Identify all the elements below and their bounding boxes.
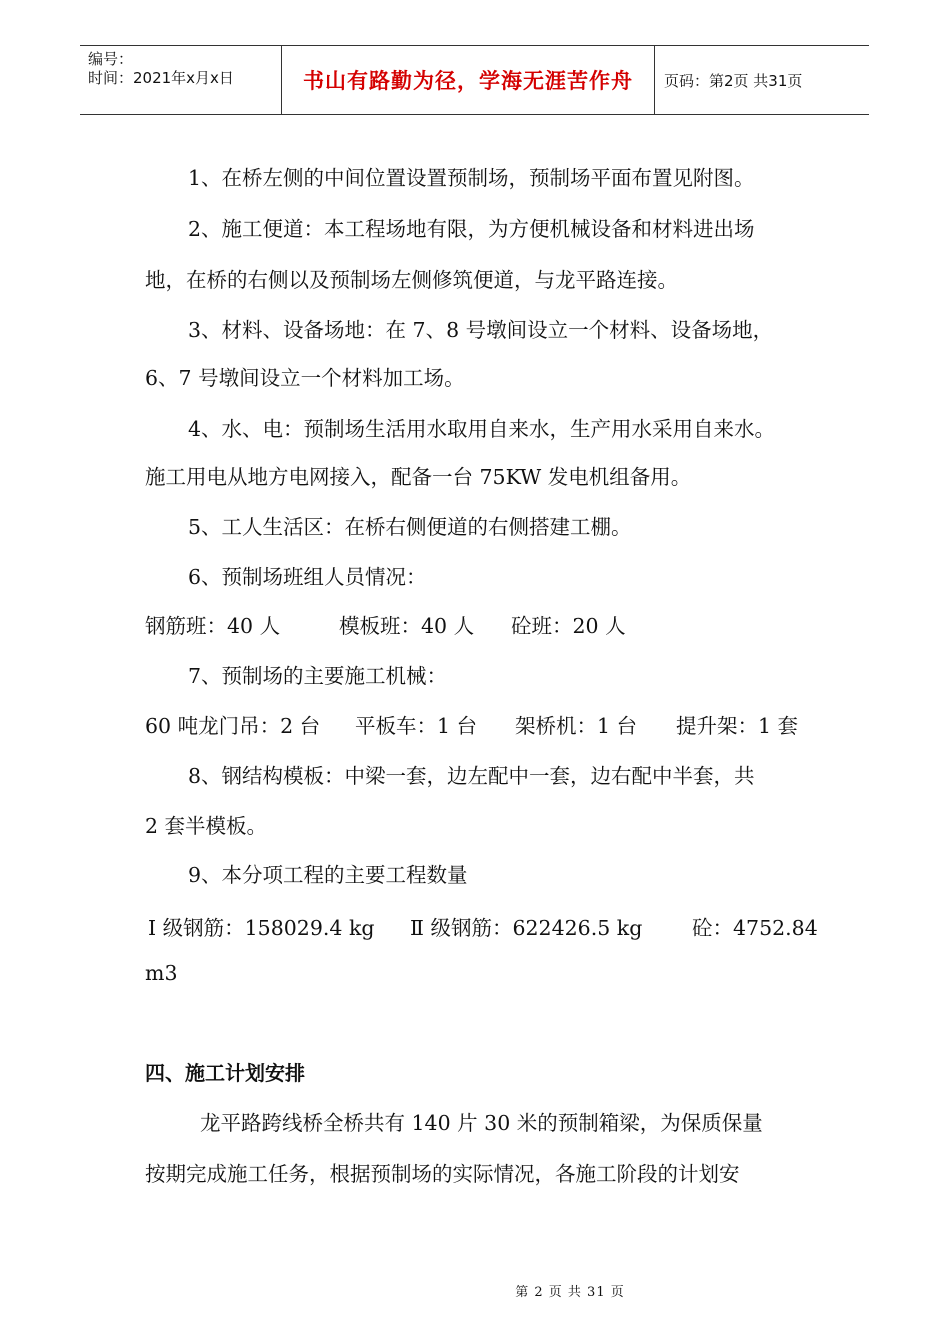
header-slogan: 书山有路勤为径，学海无涯苦作舟: [282, 46, 655, 114]
number-label: 编号：: [88, 50, 134, 68]
quantity-unit: m3: [145, 961, 178, 985]
header-meta: [80, 46, 282, 114]
paragraph-2-line-1: 2、施工便道：本工程场地有限，为方便机械设备和材料进出场: [188, 217, 755, 241]
machine-bridge-erector: 架桥机：1 台: [515, 714, 638, 738]
section-4-line-2: 按期完成施工任务，根据预制场的实际情况，各施工阶段的计划安: [145, 1162, 740, 1186]
page-header: [80, 45, 869, 115]
section-4-title: 四、施工计划安排: [145, 1061, 305, 1085]
staff-concrete: 砼班：20 人: [511, 614, 626, 638]
paragraph-1: 1、在桥左侧的中间位置设置预制场，预制场平面布置见附图。: [188, 166, 755, 190]
paragraph-3-line-1: 3、材料、设备场地：在 7、8 号墩间设立一个材料、设备场地，: [188, 318, 774, 342]
paragraph-4-line-1: 4、水、电：预制场生活用水取用自来水，生产用水采用自来水。: [188, 417, 776, 441]
section-4-line-1: 龙平路跨线桥全桥共有 140 片 30 米的预制箱梁，为保质保量: [200, 1111, 763, 1135]
quantity-grade-2-rebar: Ⅱ 级钢筋：622426.5 kg: [410, 916, 643, 940]
paragraph-6: 6、预制场班组人员情况：: [188, 565, 427, 589]
header-page-info: 页码：第2页 共31页: [664, 71, 803, 90]
quantity-concrete: 砼：4752.84: [692, 916, 818, 940]
paragraph-8-line-1: 8、钢结构模板：中梁一套，边左配中一套，边右配中半套，共: [188, 764, 755, 788]
quantity-grade-1-rebar: Ⅰ 级钢筋：158029.4 kg: [148, 916, 375, 940]
paragraph-8-line-2: 2 套半模板。: [145, 814, 268, 838]
paragraph-9: 9、本分项工程的主要工程数量: [188, 863, 468, 887]
machine-lift-frame: 提升架：1 套: [676, 714, 799, 738]
paragraph-7: 7、预制场的主要施工机械：: [188, 664, 448, 688]
paragraph-2-line-2: 地，在桥的右侧以及预制场左侧修筑便道，与龙平路连接。: [145, 268, 678, 292]
page-footer: 第 2 页 共 31 页: [515, 1285, 625, 1300]
paragraph-3-line-2: 6、7 号墩间设立一个材料加工场。: [145, 366, 465, 390]
machine-flatbed: 平板车：1 台: [355, 714, 478, 738]
machine-gantry-crane: 60 吨龙门吊：2 台: [145, 714, 321, 738]
staff-rebar: 钢筋班：40 人: [145, 614, 281, 638]
paragraph-5: 5、工人生活区：在桥右侧便道的右侧搭建工棚。: [188, 515, 632, 539]
staff-formwork: 模板班：40 人: [339, 614, 475, 638]
paragraph-4-line-2: 施工用电从地方电网接入，配备一台 75KW 发电机组备用。: [145, 465, 692, 489]
time-label: 时间：2021年x月x日: [88, 69, 234, 87]
